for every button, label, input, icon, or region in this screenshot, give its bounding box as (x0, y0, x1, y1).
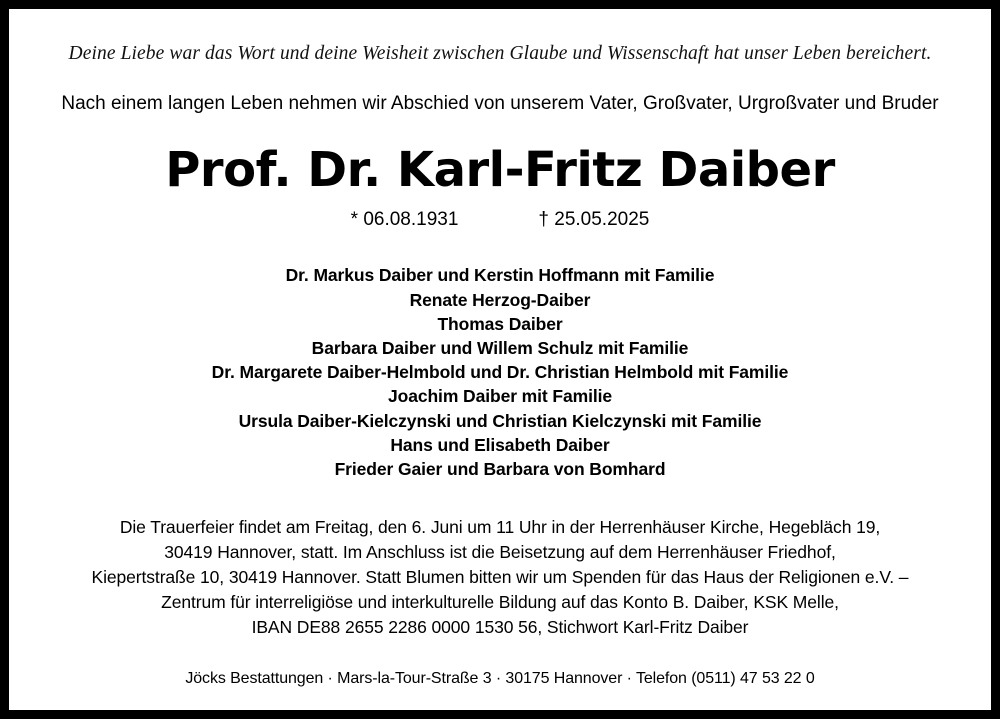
list-item: Dr. Markus Daiber und Kerstin Hoffmann mit Familie (285, 265, 715, 286)
list-item: Joachim Daiber mit Familie (387, 386, 612, 407)
birth-date: * 06.08.1931 (350, 209, 459, 231)
obituary-inner (9, 9, 991, 710)
survivors-list (37, 263, 963, 481)
death-date: † 25.05.2025 (538, 209, 650, 231)
details-line: Kiepertstraße 10, 30419 Hannover. Statt Blumen bitten wir um Spenden für das Haus der Religionen e.V. – (91, 567, 909, 588)
motto-text: Deine Liebe war das Wort und deine Weisheit zwischen Glaube und Wissenschaft hat unser Leben bereichert. (68, 43, 932, 64)
list-item: Ursula Daiber-Kielczynski und Christian Kielczynski mit Familie (238, 410, 762, 431)
details-line: Die Trauerfeier findet am Freitag, den 6. Juni um 11 Uhr in der Herrenhäuser Kirche, Hegebläch 19, (119, 517, 881, 538)
list-item: Barbara Daiber und Willem Schulz mit Familie (311, 338, 689, 358)
intro-text: Nach einem langen Leben nehmen wir Abschied von unserem Vater, Großvater, Urgroßvater und Bruder (61, 93, 939, 114)
details-line: IBAN DE88 2655 2286 0000 1530 56, Stichwort Karl-Fritz Daiber (251, 617, 749, 638)
list-item: Hans und Elisabeth Daiber (390, 434, 610, 455)
list-item: Renate Herzog-Daiber (409, 289, 591, 310)
life-dates (37, 209, 963, 231)
list-item: Dr. Margarete Daiber-Helmbold und Dr. Christian Helmbold mit Familie (211, 362, 789, 383)
details-line: Zentrum für interreligiöse und interkulturelle Bildung auf das Konto B. Daiber, KSK Melle, (161, 592, 839, 613)
deceased-name: Prof. Dr. Karl-Fritz Daiber (165, 142, 835, 198)
list-item: Frieder Gaier und Barbara von Bomhard (334, 459, 666, 480)
funeral-details (37, 515, 963, 640)
details-line: 30419 Hannover, statt. Im Anschluss ist die Beisetzung auf dem Herrenhäuser Friedhof, (164, 542, 836, 563)
funeral-home-footer: Jöcks Bestattungen · Mars-la-Tour-Straße 3 · 30175 Hannover · Telefon (0511) 47 53 22 0 (185, 670, 815, 687)
list-item: Thomas Daiber (437, 313, 563, 334)
